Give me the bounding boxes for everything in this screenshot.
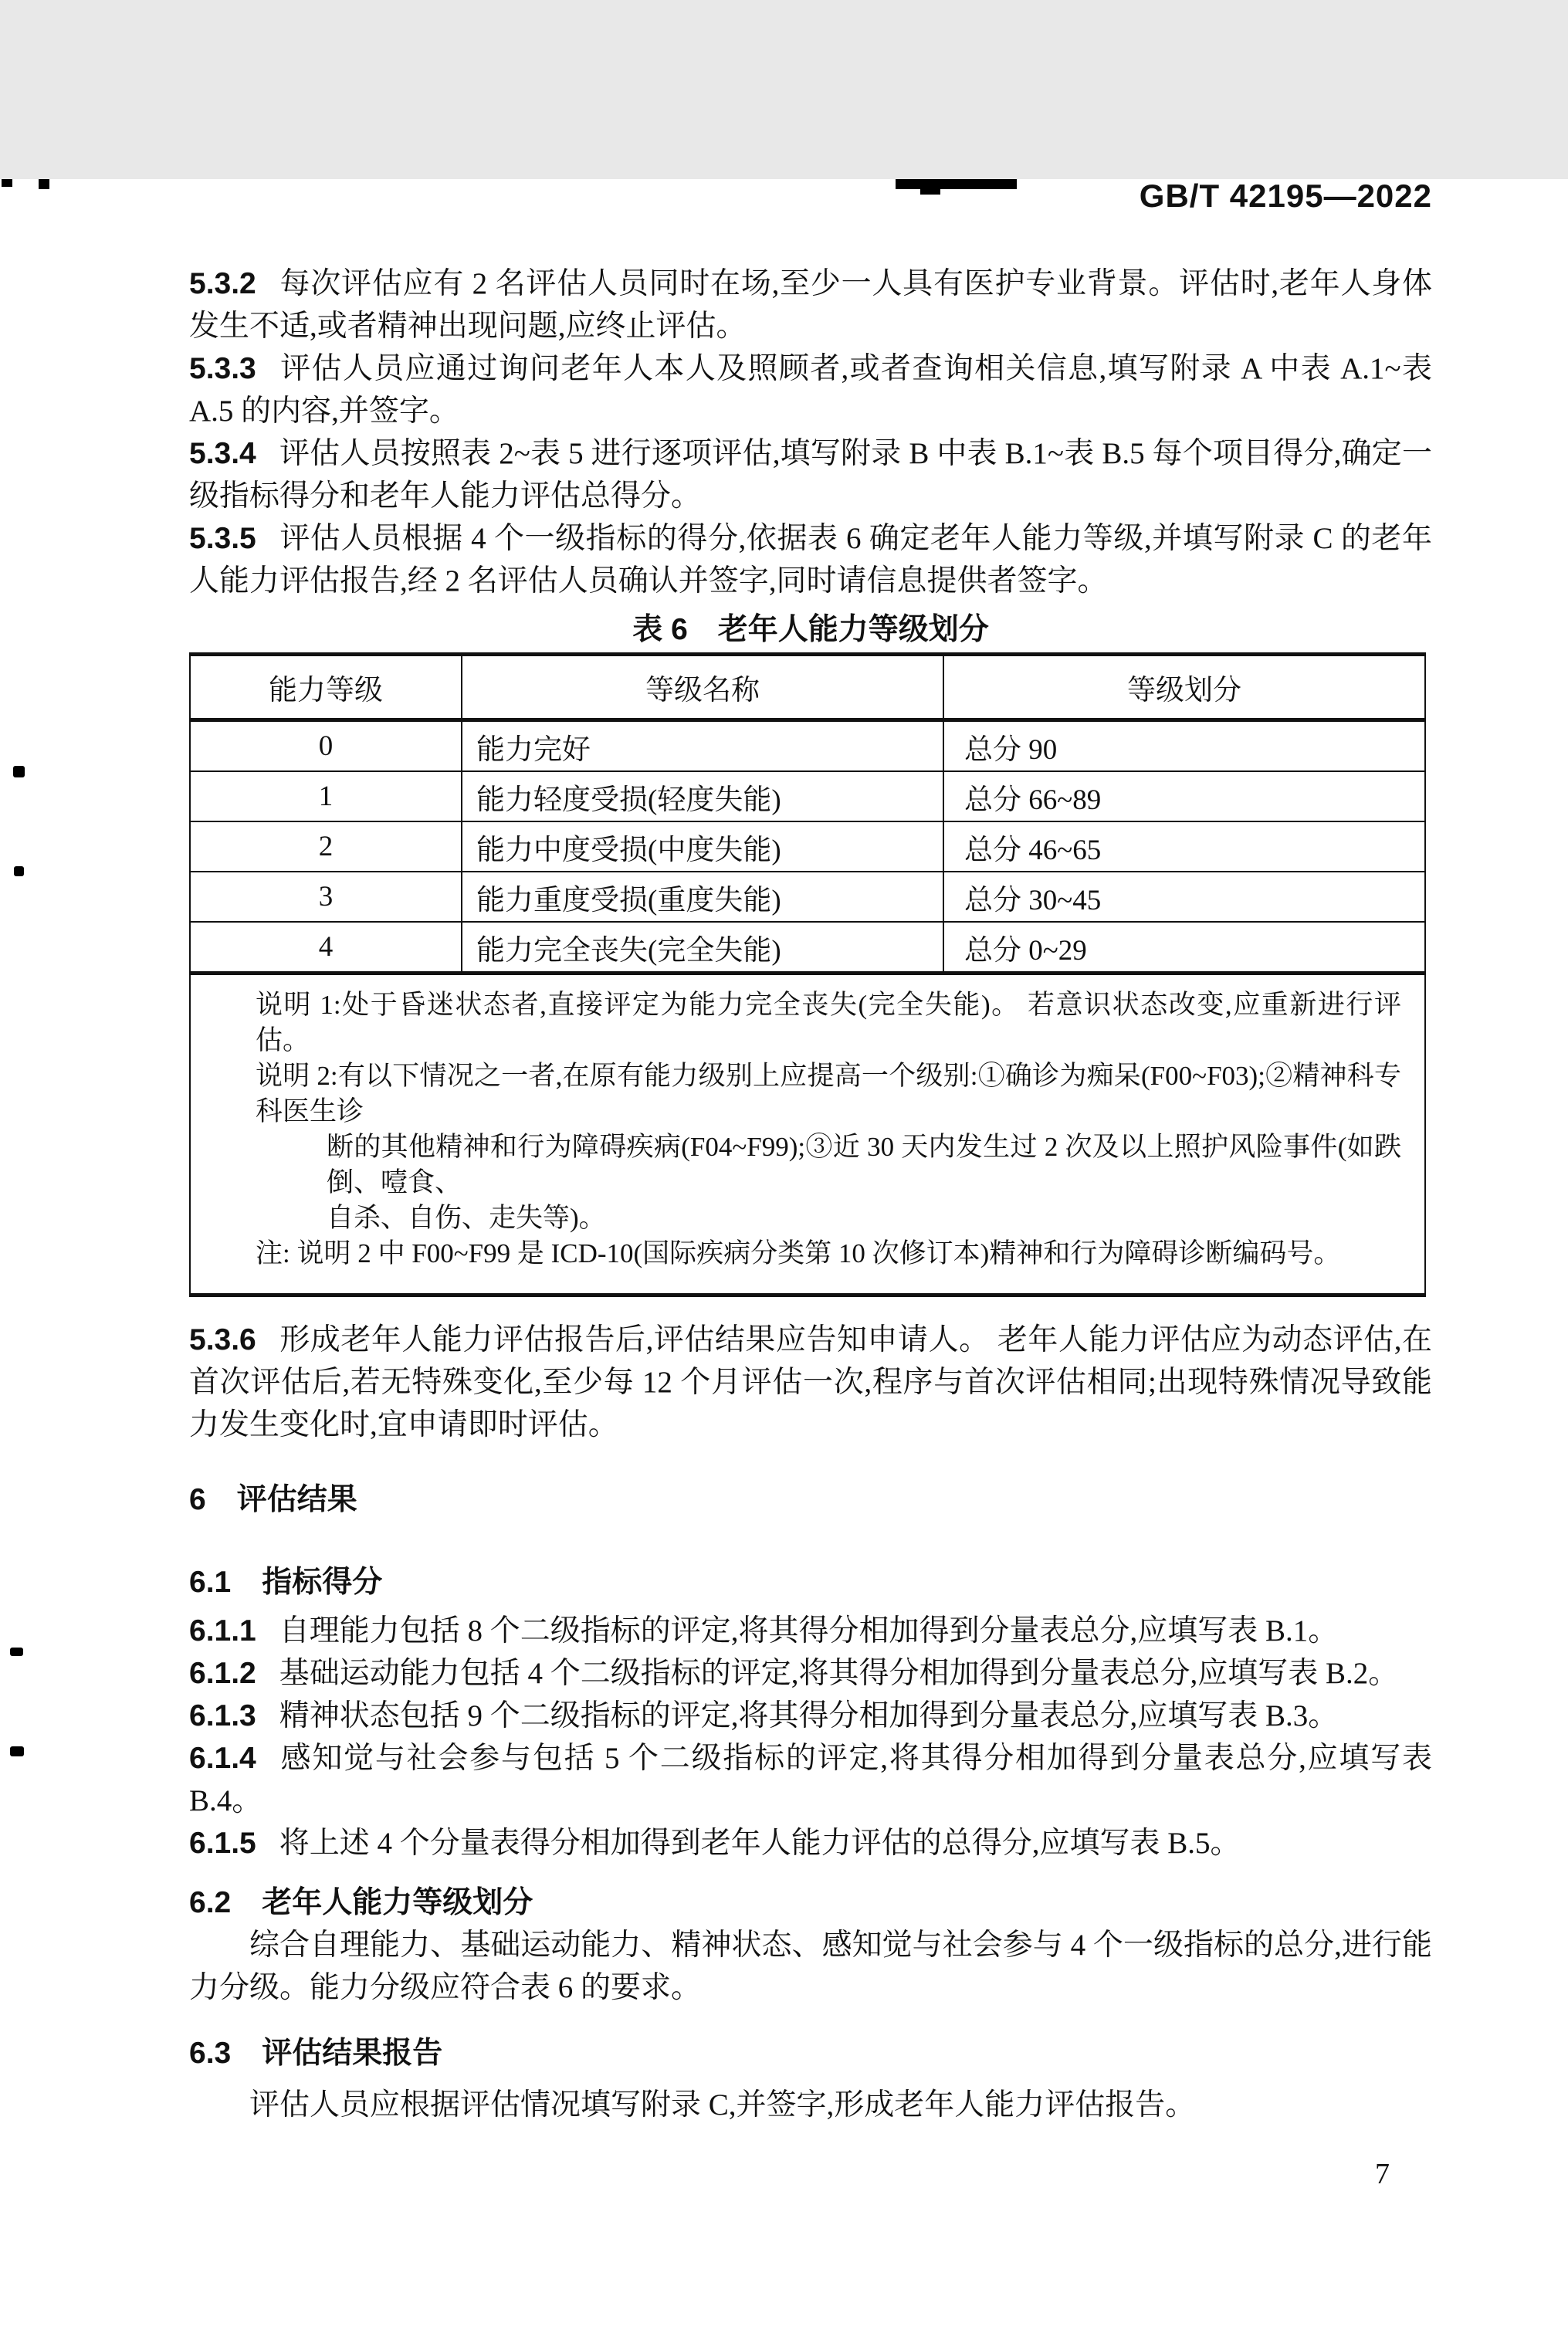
section-number: 6.2 bbox=[189, 1886, 232, 1919]
table-row bbox=[190, 771, 1425, 821]
clause-5-3-5 bbox=[189, 517, 1432, 602]
section-6-1-heading bbox=[189, 1561, 1432, 1604]
cell-level: 4 bbox=[190, 922, 462, 974]
clause-text: 评估人员应通过询问老年人本人及照顾者,或者查询相关信息,填写附录 A 中表 A.1~表 A.5 的内容,并签字。 bbox=[189, 352, 1432, 428]
clause-text: 评估人员根据 4 个一级指标的得分,依据表 6 确定老年人能力等级,并填写附录 C 的老年人能力评估报告,经 2 名评估人员确认并签字,同时请信息提供者签字。 bbox=[189, 522, 1432, 598]
scan-artifact-top-bar bbox=[896, 179, 1017, 189]
clause-6-1-3 bbox=[189, 1695, 1432, 1737]
section-title: 评估结果报告 bbox=[262, 2037, 443, 2070]
table6-notes-row bbox=[190, 974, 1425, 1295]
cell-name: 能力完好 bbox=[462, 720, 943, 772]
clause-number: 6.1.1 bbox=[189, 1614, 256, 1648]
note-line-3: 断的其他精神和行为障碍疾病(F04~F99);③近 30 天内发生过 2 次及以上照护风险事件(如跌倒、噎食、 bbox=[327, 1132, 1401, 1197]
scan-artifact-margin-dot-3 bbox=[10, 1648, 23, 1656]
section-6-3-heading bbox=[189, 2032, 1432, 2074]
section-number: 6 bbox=[189, 1483, 206, 1516]
clause-text: 自理能力包括 8 个二级指标的评定,将其得分相加得到分量表总分,应填写表 B.1。 bbox=[279, 1614, 1339, 1648]
cell-level: 3 bbox=[190, 872, 462, 922]
clause-number: 5.3.6 bbox=[189, 1323, 256, 1356]
table6-notes-cell bbox=[190, 974, 1425, 1295]
clause-5-3-4 bbox=[189, 432, 1432, 517]
clause-6-1-1 bbox=[189, 1610, 1432, 1652]
table-row bbox=[190, 872, 1425, 922]
note-line-4: 自杀、自伤、走失等)。 bbox=[327, 1203, 606, 1233]
table6-header-range: 等级划分 bbox=[943, 655, 1425, 720]
clause-text: 感知觉与社会参与包括 5 个二级指标的评定,将其得分相加得到分量表总分,应填写表 B.4。 bbox=[189, 1742, 1432, 1817]
table6-title: 表 6 老年人能力等级划分 bbox=[632, 613, 989, 646]
note-line-5: 注: 说明 2 中 F00~F99 是 ICD-10(国际疾病分类第 10 次修订本)精神和行为障碍诊断编码号。 bbox=[256, 1238, 1341, 1268]
clause-number: 5.3.2 bbox=[189, 267, 256, 300]
document-page bbox=[0, 179, 1568, 2347]
scan-artifact-margin-dot-4 bbox=[10, 1746, 24, 1756]
clause-5-3-3 bbox=[189, 347, 1432, 432]
cell-name: 能力重度受损(重度失能) bbox=[462, 872, 943, 922]
scan-artifact-margin-dot-2 bbox=[14, 866, 24, 876]
section-number: 6.1 bbox=[189, 1566, 232, 1599]
scan-artifact-top-bar-notch bbox=[920, 189, 940, 195]
table6-header-name: 等级名称 bbox=[462, 655, 943, 720]
table6 bbox=[189, 652, 1426, 1297]
table-row bbox=[190, 922, 1425, 974]
clause-5-3-6 bbox=[189, 1319, 1432, 1446]
table6-header-level: 能力等级 bbox=[190, 655, 462, 720]
section-title: 评估结果 bbox=[236, 1483, 357, 1516]
table-row bbox=[190, 720, 1425, 772]
clause-5-3-2 bbox=[189, 262, 1432, 347]
clause-number: 6.1.5 bbox=[189, 1827, 256, 1860]
note-line-1: 说明 1:处于昏迷状态者,直接评定为能力完全丧失(完全失能)。 若意识状态改变,应重新进行评估。 bbox=[256, 990, 1401, 1055]
section-6-2-heading bbox=[189, 1881, 1432, 1924]
clause-number: 6.1.4 bbox=[189, 1742, 256, 1775]
clause-6-1-5 bbox=[189, 1822, 1432, 1864]
clause-number: 5.3.4 bbox=[189, 437, 256, 470]
section-6-heading bbox=[189, 1478, 1432, 1521]
scan-artifact-top-left-2 bbox=[39, 179, 49, 189]
clause-text: 基础运动能力包括 4 个二级指标的评定,将其得分相加得到分量表总分,应填写表 B.2。 bbox=[279, 1657, 1399, 1690]
standard-code-header: GB/T 42195—2022 bbox=[1139, 178, 1432, 214]
cell-range: 总分 30~45 bbox=[943, 872, 1425, 922]
clause-number: 6.1.2 bbox=[189, 1657, 256, 1690]
section-title: 指标得分 bbox=[262, 1566, 383, 1599]
page-content bbox=[0, 179, 1568, 2196]
page-number: 7 bbox=[1375, 2158, 1390, 2190]
cell-level: 1 bbox=[190, 771, 462, 821]
table6-header-row bbox=[190, 655, 1425, 720]
clause-text: 精神状态包括 9 个二级指标的评定,将其得分相加得到分量表总分,应填写表 B.3。 bbox=[279, 1699, 1339, 1732]
clauses-5-3 bbox=[189, 262, 1432, 602]
section-title: 老年人能力等级划分 bbox=[262, 1886, 533, 1919]
clause-text: 形成老年人能力评估报告后,评估结果应告知申请人。 老年人能力评估应为动态评估,在首次评估后,若无特殊变化,至少每 12 个月评估一次,程序与首次评估相同;出现特殊情况导致能力发生变化时,宜申请即时评估。 bbox=[189, 1323, 1432, 1441]
cell-range: 总分 0~29 bbox=[943, 922, 1425, 974]
cell-name: 能力完全丧失(完全失能) bbox=[462, 922, 943, 974]
cell-name: 能力中度受损(中度失能) bbox=[462, 821, 943, 872]
clause-text: 每次评估应有 2 名评估人员同时在场,至少一人具有医护专业背景。评估时,老年人身体发生不适,或者精神出现问题,应终止评估。 bbox=[189, 267, 1432, 343]
clause-number: 5.3.5 bbox=[189, 522, 256, 555]
clause-number: 6.1.3 bbox=[189, 1699, 256, 1732]
clause-number: 5.3.3 bbox=[189, 352, 256, 385]
section-6-3-paragraph: 评估人员应根据评估情况填写附录 C,并签字,形成老年人能力评估报告。 bbox=[249, 2088, 1196, 2122]
section-number: 6.3 bbox=[189, 2037, 232, 2070]
clause-text: 将上述 4 个分量表得分相加得到老年人能力评估的总得分,应填写表 B.5。 bbox=[279, 1827, 1241, 1860]
cell-level: 0 bbox=[190, 720, 462, 772]
cell-level: 2 bbox=[190, 821, 462, 872]
cell-range: 总分 46~65 bbox=[943, 821, 1425, 872]
cell-range: 总分 66~89 bbox=[943, 771, 1425, 821]
scan-artifact-top-left-1 bbox=[2, 179, 12, 187]
cell-range: 总分 90 bbox=[943, 720, 1425, 772]
scan-artifact-margin-dot-1 bbox=[13, 766, 25, 777]
section-6-2-paragraph: 综合自理能力、基础运动能力、精神状态、感知觉与社会参与 4 个一级指标的总分,进行能力分级。能力分级应符合表 6 的要求。 bbox=[189, 1929, 1432, 2004]
note-line-2: 说明 2:有以下情况之一者,在原有能力级别上应提高一个级别:①确诊为痴呆(F00~F03);②精神科专科医生诊 bbox=[256, 1061, 1401, 1126]
clause-6-1-4 bbox=[189, 1737, 1432, 1822]
clause-6-1-2 bbox=[189, 1652, 1432, 1695]
table-row bbox=[190, 821, 1425, 872]
cell-name: 能力轻度受损(轻度失能) bbox=[462, 771, 943, 821]
clause-text: 评估人员按照表 2~表 5 进行逐项评估,填写附录 B 中表 B.1~表 B.5 每个项目得分,确定一级指标得分和老年人能力评估总得分。 bbox=[189, 437, 1432, 513]
clauses-6-1 bbox=[189, 1610, 1432, 1864]
